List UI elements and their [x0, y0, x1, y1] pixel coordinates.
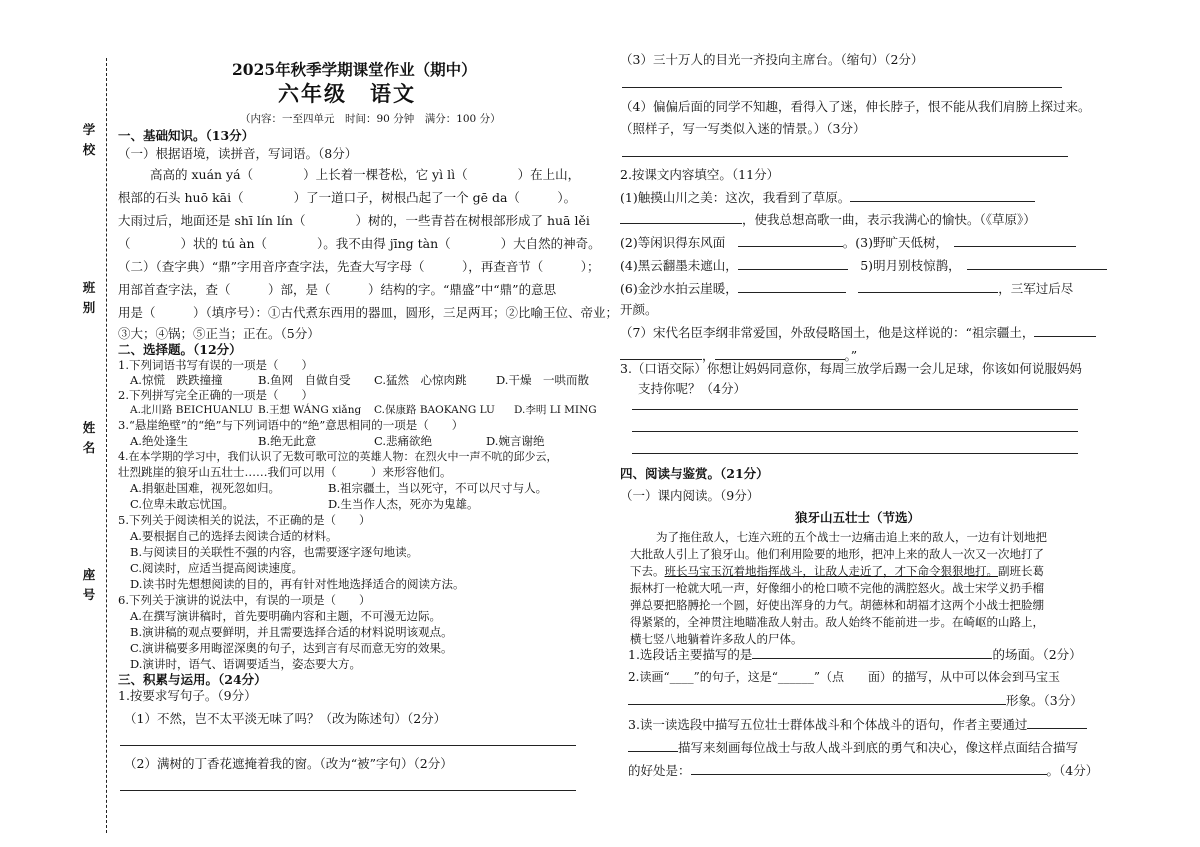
q3-option-a: A.绝处逢生 [130, 434, 188, 448]
pinyin-line-4: （ ）状的 tú àn（ ）。我不由得 jīng tàn（ ）大自然的神奇。 [118, 236, 601, 251]
fill-1a-text: (1)触摸山川之美：这次，我看到了草原。 [620, 190, 851, 205]
section-4-heading: 四、阅读与鉴赏。（21分） [620, 466, 769, 481]
blank[interactable] [628, 692, 1006, 705]
fill-2 [620, 234, 1076, 251]
reading-q3-line-3 [628, 762, 1098, 779]
blank[interactable] [738, 280, 846, 293]
q2-option-c: C.保康路 BAOKANG LU [374, 404, 495, 416]
q1-option-a: A.惊慌 跌跌撞撞 [130, 373, 223, 387]
binding-dashed-line [106, 58, 107, 833]
answer-line[interactable] [120, 745, 576, 746]
answer-line[interactable] [632, 453, 1078, 454]
section-4a-heading: （一）课内阅读。（9分） [620, 488, 760, 503]
rewrite-q4-line-1: （4）偏偏后面的同学不知趣，看得入了迷，伸长脖子，恨不能从我们肩膀上探过来。 [620, 99, 1091, 114]
blank[interactable] [752, 646, 992, 659]
q6-option-d: D.演讲时，语气、语调要适当，姿态要大方。 [130, 657, 361, 671]
dictionary-line-2: 用部首查字法，查（ ）部，是（ ）结构的字。“鼎盛”中“鼎”的意思 [118, 282, 557, 297]
fill-7 [620, 324, 1096, 341]
reading-q2: 2.读画“____”的句子，这是“______”（点 面）的描写，从中可以体会到马宝玉 [628, 670, 1060, 684]
rewrite-q1: （1）不然，岂不太平淡无味了吗？（改为陈述句）（2分） [124, 711, 447, 726]
exam-title: 2025年秋季学期课堂作业（期中） [232, 60, 477, 79]
dictionary-line-4: ③大；④锅；⑤正当；正在。（5分） [118, 326, 320, 341]
side-label-name: 姓名 [82, 420, 96, 455]
underlined-sentence: 班长马宝玉沉着地指挥战斗，让敌人走近了，才下命令狠狠地打。 [664, 564, 998, 578]
fill-1b [620, 211, 1036, 228]
blank[interactable] [620, 211, 742, 224]
fill-6 [620, 280, 1073, 297]
question-6: 6.下列关于演讲的说法中，有误的一项是（ ） [118, 593, 371, 607]
reading-q1-tail: 的场面。（2分） [992, 647, 1082, 662]
reading-q1 [628, 646, 1082, 663]
dictionary-line-3: 用是（ ）（填序号）：①古代煮东西用的器皿，圆形，三足两耳；②比喻王位、帝业； [118, 305, 619, 320]
question-2: 2.下列拼写完全正确的一项是（ ） [118, 388, 313, 402]
answer-line[interactable] [622, 156, 1068, 157]
blank[interactable] [1027, 716, 1087, 729]
q3-option-c: C.悲痛欲绝 [374, 434, 433, 448]
pinyin-line-3: 大雨过后，地面还是 shī lín lín（ ）树的，一些青苔在树根部形成了 huā lěi [118, 213, 590, 228]
q2-option-d: D.李明 LI MING [514, 404, 597, 416]
fill-1b-text: ，使我总想高歌一曲，表示我满心的愉快。（《草原》） [742, 212, 1036, 227]
fill-6c: 开颜。 [620, 302, 658, 317]
q6-option-b: B.演讲稿的观点要鲜明，并且需要选择合适的材料说明该观点。 [130, 625, 453, 639]
q5-option-c: C.阅读时，应适当提高阅读速度。 [130, 561, 304, 575]
pinyin-line-2: 根部的石头 huō kāi（ ）了一道口子，树根凸起了一个 gē da（ ）。 [118, 190, 577, 205]
fill-5-text: 5)明月别枝惊鹊， [860, 258, 955, 273]
passage-line-3c: 副班长葛 [998, 564, 1044, 578]
side-label-school: 学校 [82, 122, 96, 157]
passage-line-7: 横七竖八地躺着许多敌人的尸体。 [630, 632, 803, 646]
fill-7-end: 。” [844, 348, 858, 363]
q3-option-b: B.绝无此意 [258, 434, 317, 448]
reading-q3-end: 。（4分） [1046, 763, 1099, 778]
rewrite-q2: （2）满树的丁香花遮掩着我的窗。（改为“被”字句）（2分） [124, 756, 453, 771]
passage-line-3 [630, 563, 1044, 579]
q4-option-b: B.祖宗疆土，当以死守，不可以尺寸与人。 [328, 481, 548, 495]
passage-line-6: 得紧紧的，全神贯注地瞄准敌人射击。敌人始终不能前进一步。在崎岖的山路上， [630, 615, 1044, 629]
q1-option-d: D.干燥 一哄而散 [496, 373, 589, 387]
section-3-heading: 三、积累与运用。（24分） [118, 672, 267, 687]
side-label-seat: 座号 [82, 567, 96, 602]
blank[interactable] [967, 257, 1107, 270]
side-label-class: 班别 [82, 280, 96, 315]
fill-6-tail: ，三军过后尽 [998, 281, 1074, 296]
section-2-heading: 二、选择题。（12分） [118, 342, 242, 357]
q4-option-d: D.生当作人杰，死亦为鬼雄。 [328, 497, 479, 511]
fill-1a [620, 189, 1035, 206]
q4-option-c: C.位卑未敢忘忧国。 [130, 497, 235, 511]
pinyin-line-1: 高高的 xuán yá（ ）上长着一棵苍松，它 yì lì（ ）在上山， [150, 167, 581, 182]
reading-q3-start: 的好处是： [628, 763, 691, 778]
section-3a-heading: 1.按要求写句子。（9分） [118, 688, 257, 703]
fill-3-text: 。(3)野旷天低树， [842, 235, 942, 250]
passage-line-1: 为了拖住敌人，七连六班的五个战士一边痛击追上来的敌人，一边有计划地把 [656, 530, 1047, 544]
reading-q3-mid: 描写来刻画每位战士与敌人战斗到底的勇气和决心，像这样点面结合描写 [678, 740, 1079, 755]
reading-q2-tail: 形象。（3分） [1006, 693, 1083, 708]
fill-6-text: (6)金沙水拍云崖暖， [620, 281, 738, 296]
blank[interactable] [715, 347, 845, 360]
fill-2-text: (2)等闲识得东风面 [620, 235, 726, 250]
question-4-line-2: 壮烈跳崖的狼牙山五壮士……我们可以用（ ）来形容他们。 [118, 465, 452, 479]
q4-option-a: A.捐躯赴国难，视死忽如归。 [130, 481, 280, 495]
passage-title: 狼牙山五壮士（节选） [795, 510, 921, 525]
fill-heading: 2.按课文内容填空。（11分） [620, 167, 780, 182]
section-1a-heading: （一）根据语境，读拼音，写词语。（8分） [118, 146, 358, 161]
answer-line[interactable] [622, 87, 1062, 88]
oral-question-line-1: 3.（口语交际）你想让妈妈同意你，每周三放学后踢一会儿足球，你该如何说服妈妈 [620, 361, 1082, 376]
q3-option-d: D.婉言谢绝 [486, 434, 545, 448]
answer-line[interactable] [632, 409, 1078, 410]
oral-question-line-2: 支持你呢？（4分） [638, 381, 746, 396]
blank[interactable] [954, 234, 1076, 247]
fill-4 [620, 257, 1107, 274]
passage-line-2: 大批敌人引上了狼牙山。他们利用险要的地形，把冲上来的敌人一次又一次地打了 [630, 547, 1044, 561]
q5-option-d: D.读书时先想想阅读的目的，再有针对性地选择适合的阅读方法。 [130, 577, 465, 591]
exam-info: （内容：一至四单元 时间：90 分钟 满分：100 分） [240, 113, 501, 125]
dictionary-line-1: （二）（查字典）“鼎”字用音序查字法，先查大写字母（ ），再查音节（ ）； [118, 259, 600, 274]
passage-line-4: 振林打一枪就大吼一声，好像细小的枪口喷不完他的满腔怒火。战士宋学义扔手榴 [630, 581, 1044, 595]
passage-line-3a: 下去。 [630, 564, 665, 578]
blank[interactable] [858, 280, 998, 293]
rewrite-q3: （3）三十万人的目光一齐投向主席台。（缩句）（2分） [620, 52, 924, 67]
answer-line[interactable] [120, 790, 576, 791]
fill-7-text: （7）宋代名臣李纲非常爱国，外敌侵略国土，他是这样说的：“祖宗疆土， [620, 325, 1035, 340]
exam-subtitle: 六年级 语文 [278, 81, 416, 106]
fill-4-text: (4)黑云翻墨未遮山， [620, 258, 738, 273]
blank[interactable] [691, 762, 1047, 775]
blank[interactable] [738, 234, 843, 247]
passage-line-5: 弹总要把胳膊抡一个圆，好使出浑身的力气。胡德林和胡福才这两个小战士把脸绷 [630, 598, 1044, 612]
q5-option-b: B.与阅读目的关联性不强的内容，也需要逐字逐句地读。 [130, 545, 419, 559]
reading-q3-line-2 [628, 739, 1078, 756]
question-4-line-1: 4.在本学期的学习中，我们认识了无数可歌可泣的英雄人物：在烈火中一声不吭的邱少云， [118, 450, 558, 463]
fill-7b: ， 。” [620, 347, 857, 364]
blank[interactable] [1034, 324, 1096, 337]
question-5: 5.下列关于阅读相关的说法，不正确的是（ ） [118, 513, 371, 527]
question-3: 3.“悬崖绝壁”的“绝”与下列词语中的“绝”意思相同的一项是（ ） [118, 418, 464, 432]
reading-q3 [628, 716, 1087, 733]
blank[interactable] [620, 347, 702, 360]
blank[interactable] [628, 739, 678, 752]
reading-q3-text: 3.读一读选段中描写五位壮士群体战斗和个体战斗的语句，作者主要通过 [628, 717, 1028, 732]
blank[interactable] [850, 189, 1035, 202]
section-1-heading: 一、基础知识。（13分） [118, 128, 255, 143]
q6-option-a: A.在撰写演讲稿时，首先要明确内容和主题，不可漫无边际。 [130, 609, 441, 623]
q5-option-a: A.要根据自己的选择去阅读合适的材料。 [130, 529, 338, 543]
rewrite-q4-line-2: （照样子，写一写类似入迷的情景。）（3分） [620, 121, 866, 136]
reading-q2-line-2 [628, 692, 1083, 709]
q6-option-c: C.演讲稿要多用晦涩深奥的句子，达到言有尽而意无穷的效果。 [130, 641, 453, 655]
q2-option-a: A.北川路 BEICHUANLU [130, 404, 254, 416]
reading-q1-text: 1.选段话主要描写的是 [628, 647, 753, 662]
q2-option-b: B.王想 WÁNG xiǎng [258, 404, 362, 416]
blank[interactable] [738, 257, 848, 270]
q1-option-b: B.鱼网 自做自受 [258, 373, 351, 387]
question-1: 1.下列词语书写有误的一项是（ ） [118, 358, 313, 372]
q1-option-c: C.猛然 心惊肉跳 [374, 373, 467, 387]
answer-line[interactable] [632, 431, 1078, 432]
